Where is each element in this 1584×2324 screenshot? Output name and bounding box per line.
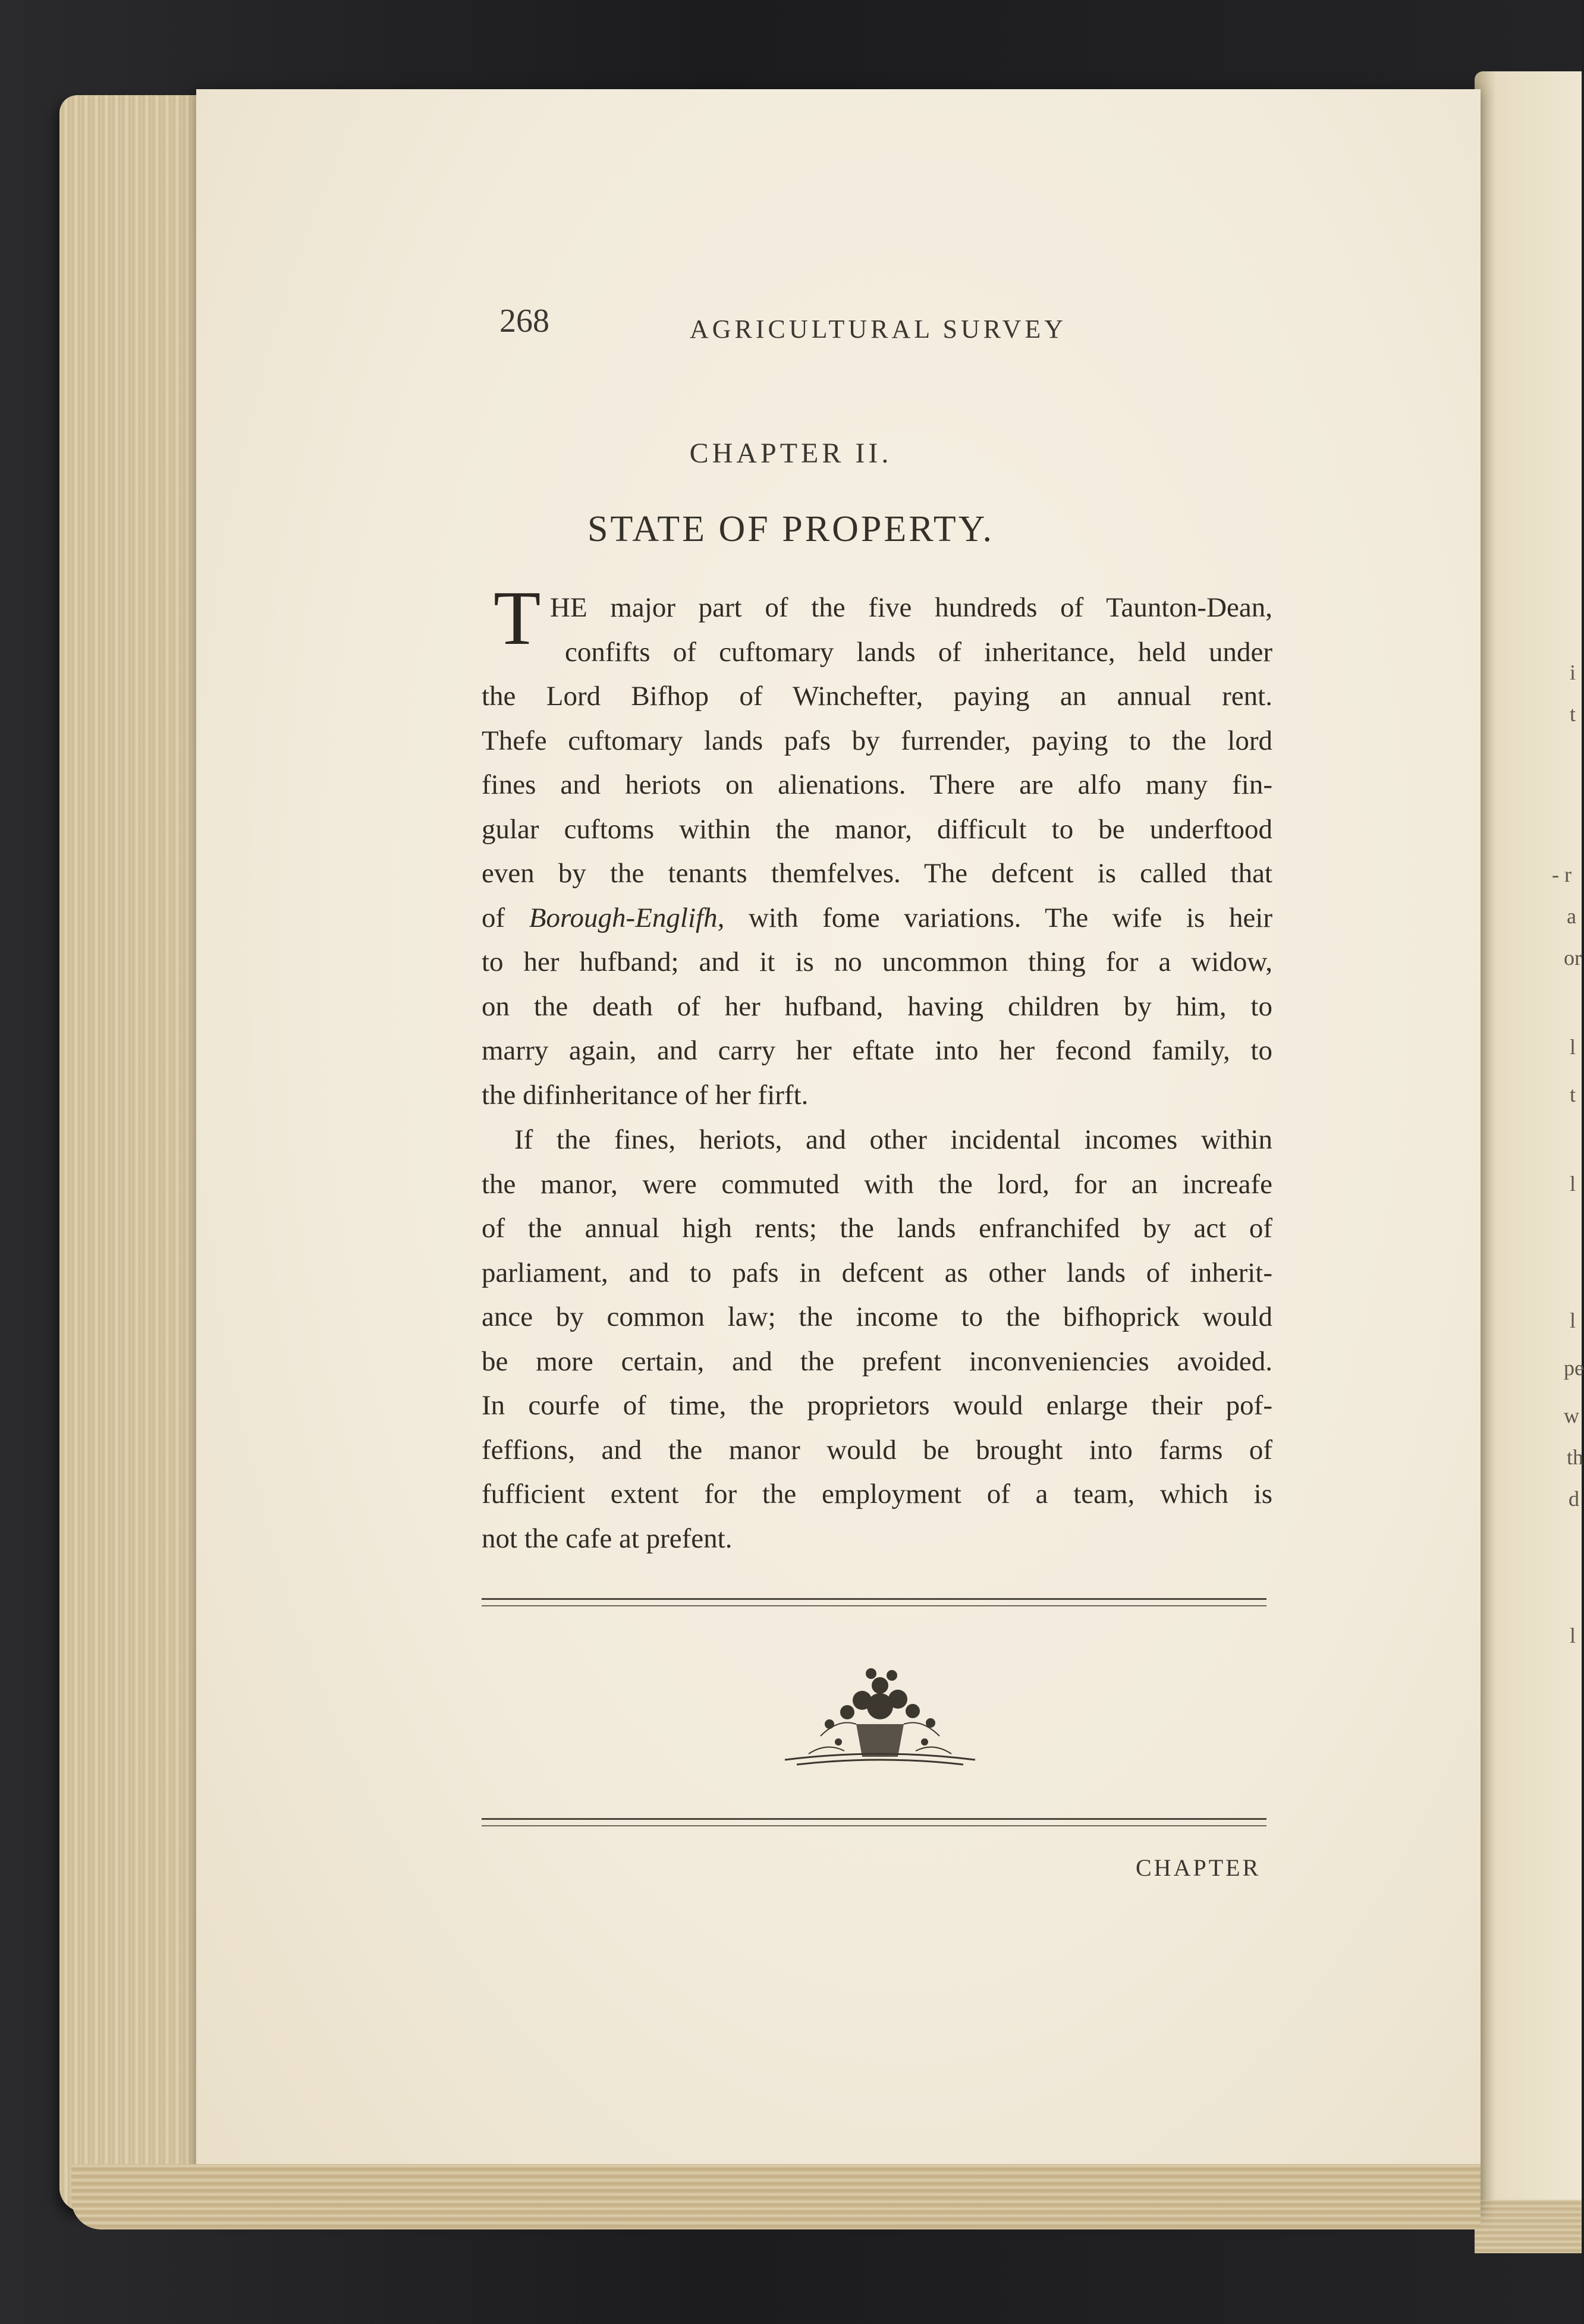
- text-fragment: of: [482, 902, 505, 933]
- text-line: even by the tenants themfelves. The defcent is called that: [482, 858, 1272, 889]
- double-rule-bottom: [482, 1818, 1266, 1820]
- page-bottom-edge: [71, 2164, 1481, 2229]
- facing-fragment: w: [1564, 1404, 1579, 1427]
- text-line: Thefe cuftomary lands pafs by furrender, paying to the lord: [482, 725, 1272, 756]
- chapter-heading: CHAPTER II.: [689, 438, 892, 469]
- flower-basket-ornament-icon: [773, 1653, 987, 1772]
- text-line: [482, 896, 1272, 941]
- facing-page-edge: [1475, 2200, 1582, 2253]
- text-line: If the fines, heriots, and other incidental incomes within: [514, 1124, 1272, 1155]
- text-fragment: with fome variations. The wife is heir: [748, 902, 1273, 933]
- facing-fragment: pe: [1564, 1356, 1584, 1380]
- facing-fragment: l: [1570, 1035, 1576, 1059]
- text-line: on the death of her hufband, having children by him, to: [482, 990, 1272, 1022]
- double-rule-top: [482, 1598, 1266, 1600]
- facing-fragment: th: [1567, 1445, 1584, 1469]
- text-line: confifts of cuftomary lands of inheritance, held under: [565, 636, 1272, 668]
- text-line: of the annual high rents; the lands enfranchifed by act of: [482, 1213, 1272, 1244]
- facing-fragment: l: [1570, 1309, 1576, 1332]
- double-rule-bottom-thin: [482, 1825, 1266, 1826]
- facing-fragment: - r: [1552, 863, 1572, 886]
- facing-fragment: d: [1569, 1487, 1579, 1511]
- facing-fragment: t: [1570, 702, 1576, 726]
- facing-page: [1475, 71, 1582, 2235]
- paragraph-1: [482, 586, 1272, 1117]
- facing-fragment: i: [1570, 661, 1576, 684]
- facing-fragment: or: [1564, 946, 1582, 970]
- text-line: fufficient extent for the employment of a team, which is: [482, 1479, 1272, 1510]
- text-line: HE major part of the five hundreds of Taunton-Dean,: [550, 592, 1272, 623]
- text-line: feffions, and the manor would be brought into farms of: [482, 1434, 1272, 1466]
- page-number: 268: [499, 303, 549, 339]
- text-line: ance by common law; the income to the bifhoprick would: [482, 1301, 1272, 1332]
- text-line: be more certain, and the prefent inconveniencies avoided.: [482, 1345, 1272, 1377]
- text-line: the Lord Bifhop of Winchefter, paying an annual rent.: [482, 681, 1272, 712]
- text-line: marry again, and carry her eftate into her fecond family, to: [482, 1035, 1272, 1066]
- section-title: STATE OF PROPERTY.: [587, 509, 995, 549]
- page-edge-stack: [59, 95, 214, 2212]
- text-line: In courfe of time, the proprietors would enlarge their pof-: [482, 1390, 1272, 1421]
- paragraph-2: [482, 1118, 1272, 1561]
- facing-fragment: l: [1570, 1172, 1576, 1196]
- facing-fragment: a: [1567, 904, 1576, 928]
- facing-fragment: t: [1570, 1083, 1576, 1106]
- drop-cap: T: [494, 576, 541, 661]
- double-rule-top-thin: [482, 1605, 1266, 1606]
- text-line: fines and heriots on alienations. There are alfo many fin-: [482, 769, 1272, 800]
- text-line: not the cafe at prefent.: [482, 1523, 733, 1554]
- catchword: CHAPTER: [1136, 1854, 1261, 1881]
- text-line: the manor, were commuted with the lord, for an increafe: [482, 1168, 1272, 1200]
- text-line: to her hufband; and it is no uncommon thing for a widow,: [482, 946, 1272, 977]
- text-line: the difinheritance of her firft.: [482, 1079, 809, 1111]
- italic-place-name: Borough-Englifh,: [529, 902, 725, 933]
- running-head: AGRICULTURAL SURVEY: [690, 315, 1067, 344]
- text-line: gular cuftoms within the manor, difficult to be underftood: [482, 813, 1272, 845]
- text-line: parliament, and to pafs in defcent as other lands of inherit-: [482, 1257, 1272, 1288]
- facing-fragment: l: [1570, 1624, 1576, 1647]
